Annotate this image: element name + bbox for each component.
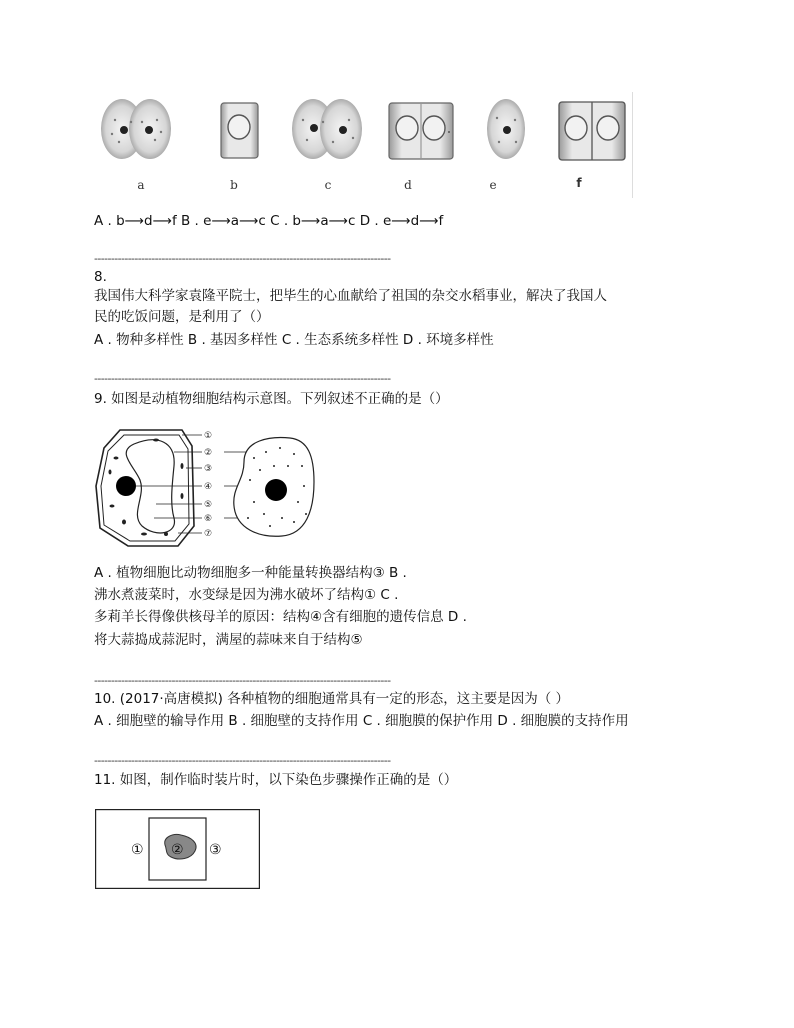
marker-2: ②	[204, 448, 213, 458]
marker-4: ④	[204, 482, 213, 492]
cell-division-diagram	[97, 92, 633, 198]
marker-1: ①	[204, 431, 213, 441]
q9-option-line4: 将大蒜捣成蒜泥时，满屋的蒜味来自于结构⑤	[94, 632, 363, 648]
slide-label-2: ②	[171, 842, 184, 858]
cell-e	[487, 99, 525, 159]
q11-question: 11. 如图，制作临时装片时，以下染色步骤操作正确的是（）	[94, 772, 458, 788]
label-d: d	[404, 178, 412, 192]
q8-number: 8.	[94, 269, 107, 285]
plant-animal-cell-figure	[94, 426, 324, 550]
cell-d	[389, 103, 453, 159]
q7-options: A . b⟶d⟶f B . e⟶a⟶c C . b⟶a⟶c D . e⟶d⟶f	[94, 213, 444, 229]
slide-label-3: ③	[209, 842, 222, 858]
plant-animal-cell-diagram	[94, 426, 324, 550]
label-f: f	[576, 176, 582, 190]
q9-option-line2: 沸水煮菠菜时，水变绿是因为沸水破坏了结构① C .	[94, 587, 399, 603]
marker-3: ③	[204, 464, 213, 474]
separator-1: ----------------------------------------------------------------------------------------	[94, 252, 391, 265]
q9-option-line1: A . 植物细胞比动物细胞多一种能量转换器结构③ B .	[94, 565, 407, 581]
cell-division-figure	[97, 92, 633, 198]
cell-f	[559, 102, 625, 160]
separator-2: ----------------------------------------------------------------------------------------	[94, 372, 391, 385]
q8-question-line1: 我国伟大科学家袁隆平院士，把毕生的心血献给了祖国的杂交水稻事业，解决了我国人	[94, 288, 607, 304]
marker-5: ⑤	[204, 500, 213, 510]
separator-4: ----------------------------------------------------------------------------------------	[94, 754, 391, 767]
slide-diagram	[95, 809, 260, 889]
cell-b	[221, 103, 258, 158]
slide-label-1: ①	[131, 842, 144, 858]
separator-3: ----------------------------------------------------------------------------------------	[94, 674, 391, 687]
marker-6: ⑥	[204, 514, 213, 524]
slide-figure	[95, 809, 260, 889]
label-a: a	[137, 178, 145, 192]
q8-question-line2: 民的吃饭问题，是利用了（）	[94, 309, 270, 325]
label-c: c	[324, 178, 332, 192]
q8-options: A . 物种多样性 B . 基因多样性 C . 生态系统多样性 D . 环境多样性	[94, 332, 494, 348]
q10-question: 10. (2017·高唐模拟) 各种植物的细胞通常具有一定的形态，这主要是因为（ ）	[94, 691, 570, 707]
q10-options: A . 细胞壁的输导作用 B . 细胞壁的支持作用 C . 细胞膜的保护作用 D . 细胞膜的支持作用	[94, 713, 629, 729]
q9-option-line3: 多莉羊长得像供核母羊的原因：结构④含有细胞的遗传信息 D .	[94, 609, 467, 625]
cell-c	[292, 99, 362, 159]
label-b: b	[230, 178, 238, 192]
cell-a	[101, 99, 171, 159]
q9-question: 9. 如图是动植物细胞结构示意图。下列叙述不正确的是（）	[94, 391, 449, 407]
marker-7: ⑦	[204, 529, 213, 539]
label-e: e	[489, 178, 497, 192]
